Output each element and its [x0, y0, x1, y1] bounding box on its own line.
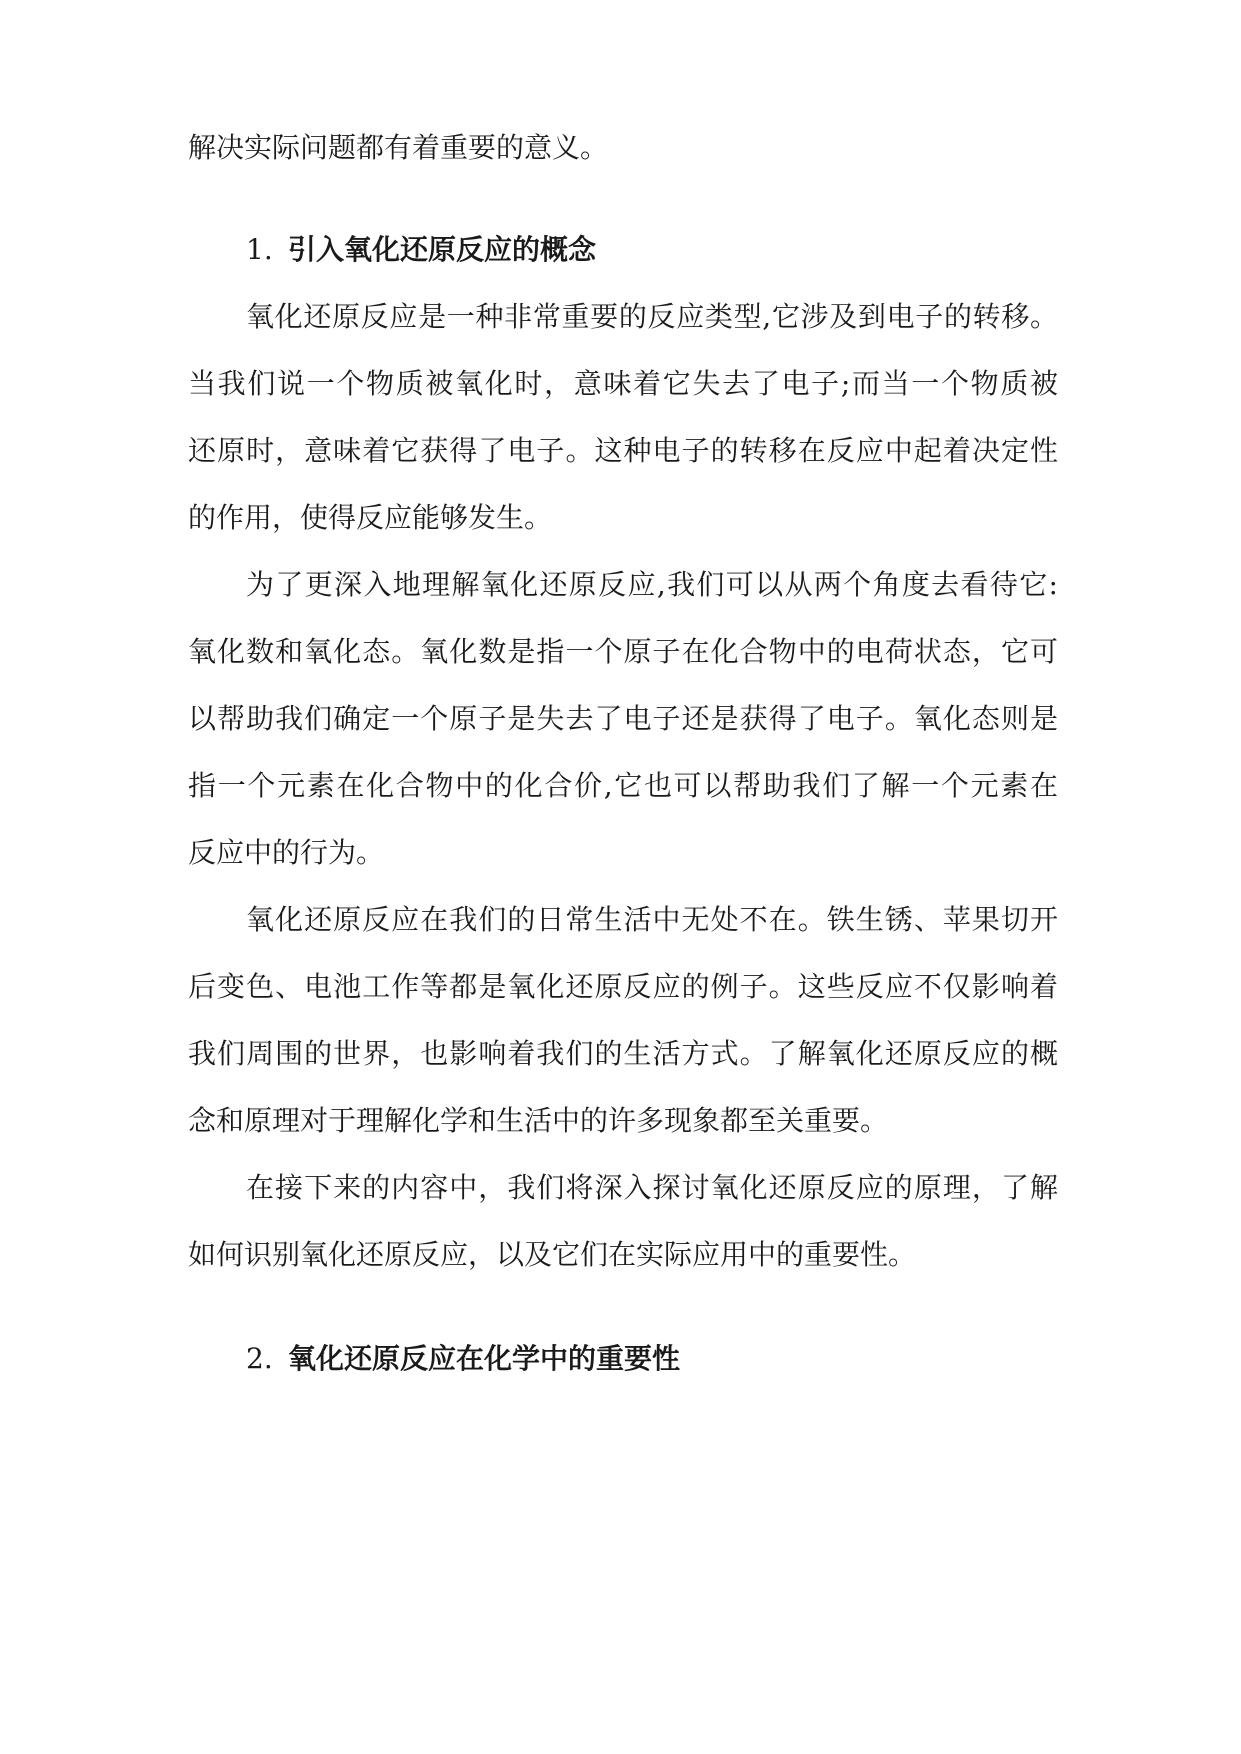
paragraph-line: 后变色、电池工作等都是氧化还原反应的例子。这些反应不仅影响着	[188, 970, 1058, 1003]
paragraph-line: 氧化数和氧化态。氧化数是指一个原子在化合物中的电荷状态，它可	[188, 635, 1058, 668]
paragraph-line: 解决实际问题都有着重要的意义。	[188, 131, 609, 164]
paragraph-line: 以帮助我们确定一个原子是失去了电子还是获得了电子。氧化态则是	[188, 702, 1058, 735]
section-title: 引入氧化还原反应的概念	[288, 233, 597, 266]
paragraph-line: 我们周围的世界，也影响着我们的生活方式。了解氧化还原反应的概	[188, 1037, 1058, 1070]
paragraph-line: 反应中的行为。	[188, 836, 385, 869]
section-heading-2	[246, 1339, 680, 1379]
paragraph-line: 如何识别氧化还原反应，以及它们在实际应用中的重要性。	[188, 1238, 917, 1271]
paragraph-line: 在接下来的内容中，我们将深入探讨氧化还原反应的原理，了解	[246, 1171, 1058, 1204]
paragraph-line: 的作用，使得反应能够发生。	[188, 501, 553, 534]
paragraph-line: 氧化还原反应在我们的日常生活中无处不在。铁生锈、苹果切开	[246, 903, 1058, 936]
section-number: 2.	[246, 1342, 273, 1375]
paragraph-line: 指一个元素在化合物中的化合价,它也可以帮助我们了解一个元素在	[188, 769, 1058, 802]
paragraph-line: 还原时，意味着它获得了电子。这种电子的转移在反应中起着决定性	[188, 434, 1058, 467]
paragraph-line: 念和原理对于理解化学和生活中的许多现象都至关重要。	[188, 1104, 889, 1137]
section-heading-1	[246, 230, 596, 270]
section-title: 氧化还原反应在化学中的重要性	[288, 1342, 681, 1375]
paragraph-line: 为了更深入地理解氧化还原反应,我们可以从两个角度去看待它:	[246, 568, 1058, 601]
paragraph-line: 氧化还原反应是一种非常重要的反应类型,它涉及到电子的转移。	[246, 300, 1058, 333]
paragraph-line: 当我们说一个物质被氧化时，意味着它失去了电子;而当一个物质被	[188, 367, 1058, 400]
section-number: 1.	[246, 233, 273, 266]
